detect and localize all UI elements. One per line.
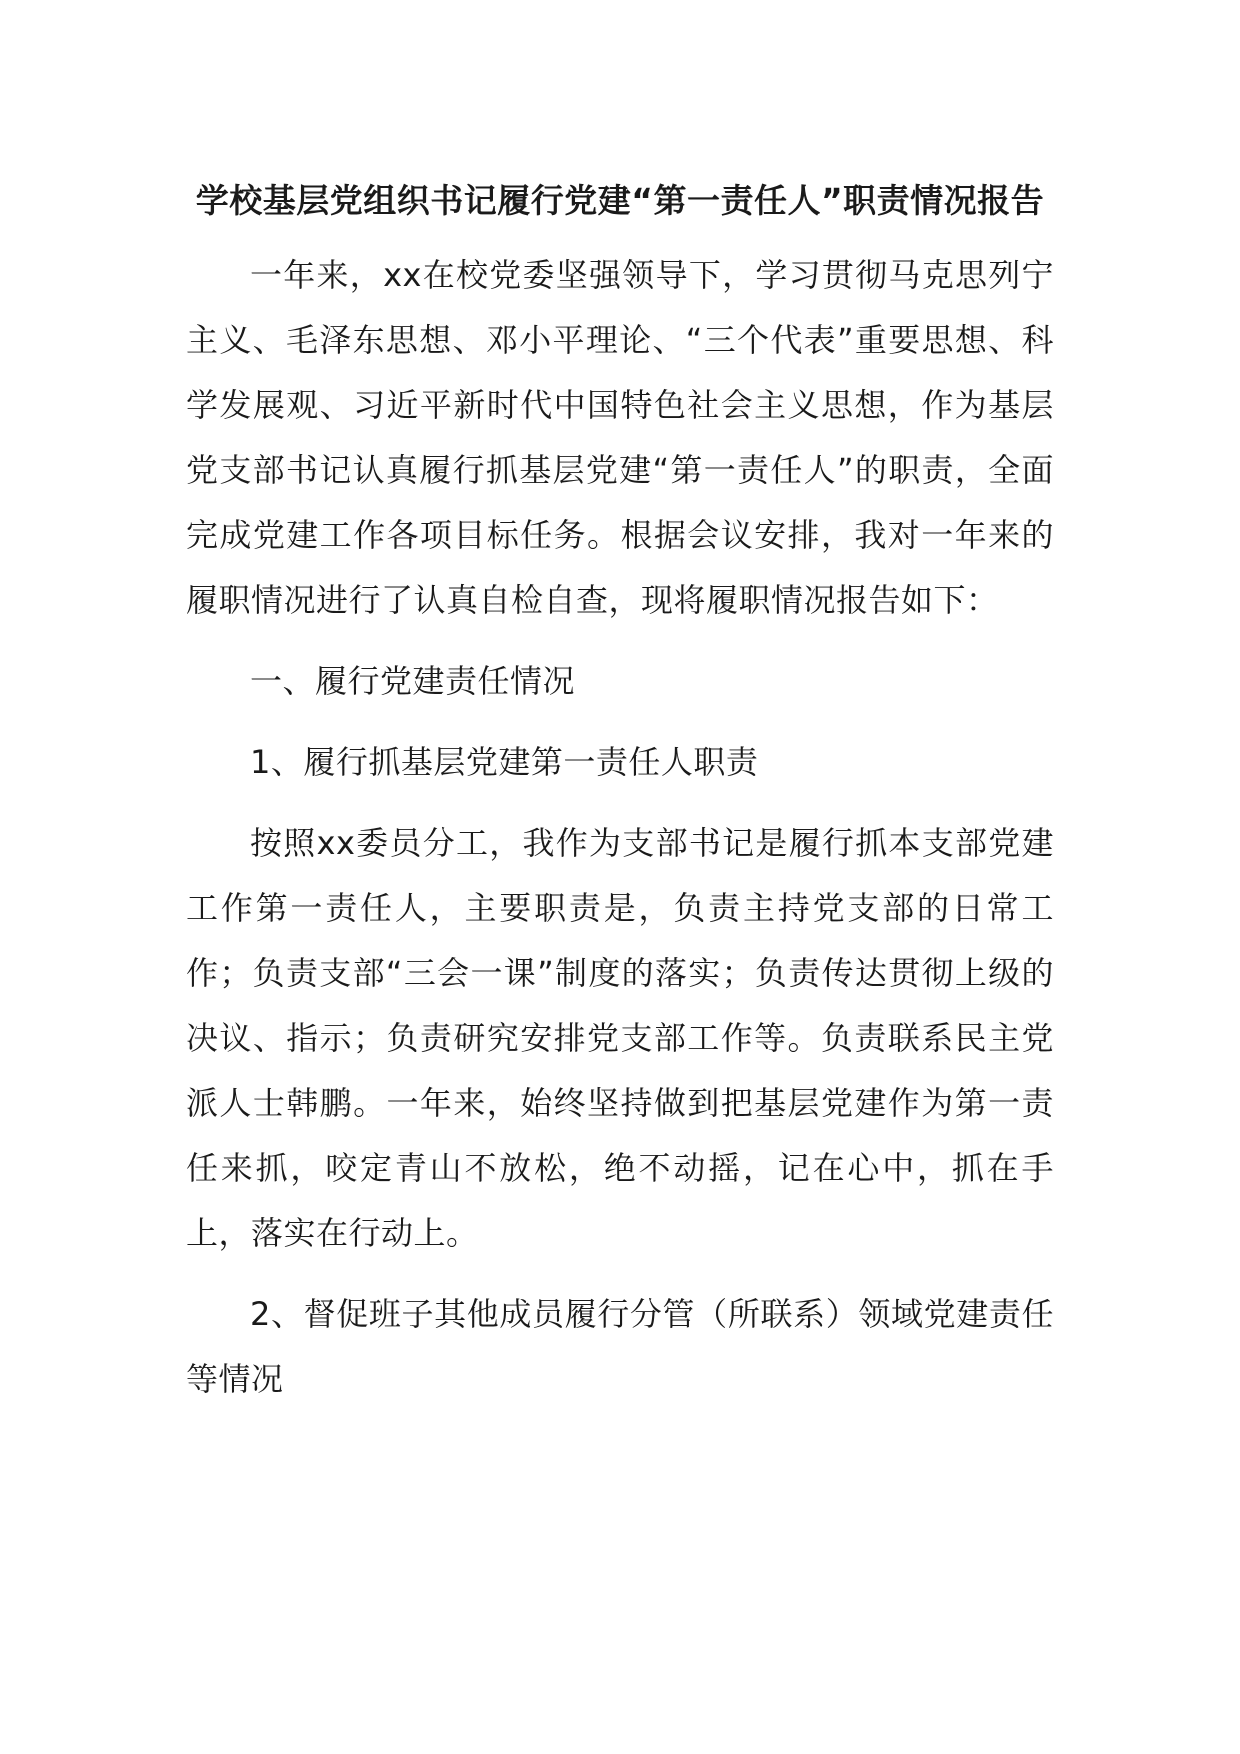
subsection-heading-2: 2、督促班子其他成员履行分管（所联系）领域党建责任等情况 xyxy=(186,1295,1054,1398)
document-title: 学校基层党组织书记履行党建“第一责任人”职责情况报告 xyxy=(195,181,1045,220)
intro-paragraph: 一年来，xx在校党委坚强领导下，学习贯彻马克思列宁主义、毛泽东思想、邓小平理论、“三个代表”重要思想、科学发展观、习近平新时代中国特色社会主义思想，作为基层党支部书记认真履行抓基层党建“第一责任人”的职责，全面完成党建工作各项目标任务。根据会议安排，我对一年来的履职情况进行了认真自检自查，现将履职情况报告如下： xyxy=(186,256,1054,619)
body-paragraph: 按照xx委员分工，我作为支部书记是履行抓本支部党建工作第一责任人，主要职责是，负责主持党支部的日常工作；负责支部“三会一课”制度的落实；负责传达贯彻上级的决议、指示；负责研究安排党支部工作等。负责联系民主党派人士韩鹏。一年来，始终坚持做到把基层党建作为第一责任来抓，咬定青山不放松，绝不动摇，记在心中，抓在手上，落实在行动上。 xyxy=(186,824,1054,1252)
subsection-heading-1: 1、履行抓基层党建第一责任人职责 xyxy=(250,743,759,781)
document-body xyxy=(186,168,1054,1412)
section-heading-1: 一、履行党建责任情况 xyxy=(250,662,576,700)
